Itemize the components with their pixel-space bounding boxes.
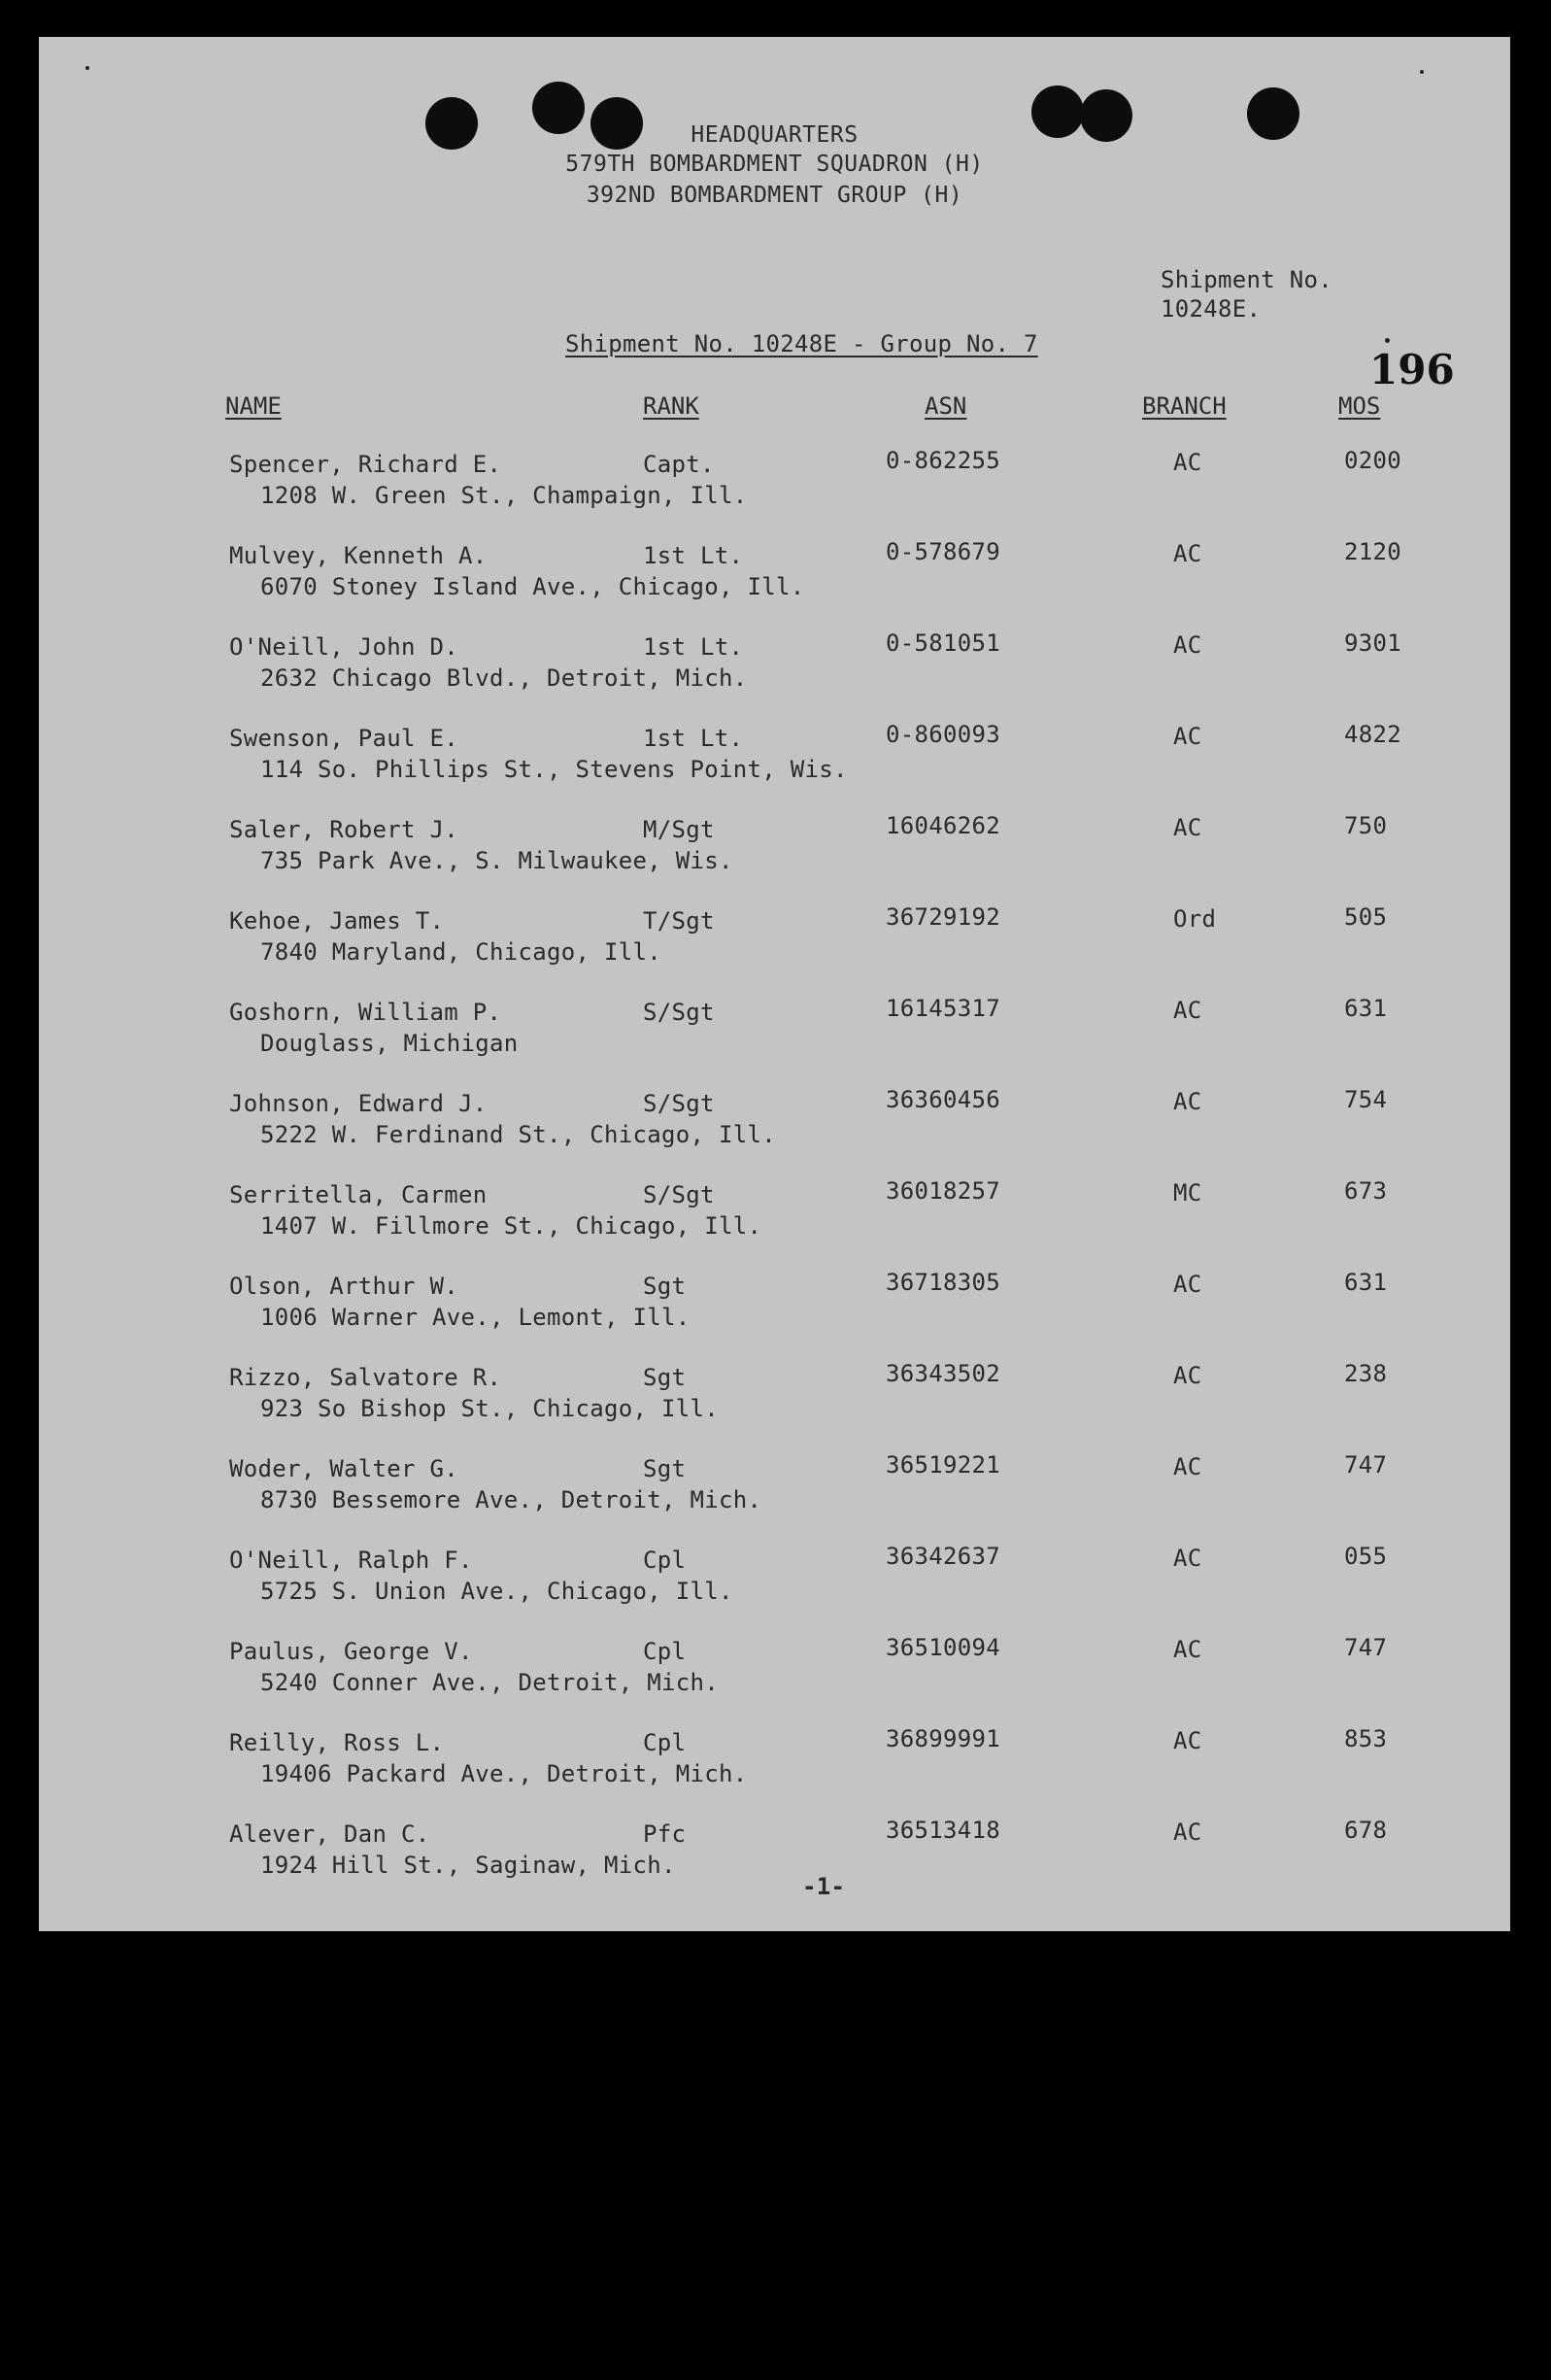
page-number: -1-	[802, 1873, 846, 1900]
entry-rank: Sgt	[643, 1364, 687, 1391]
header-line-2: 579TH BOMBARDMENT SQUADRON (H)	[565, 152, 984, 177]
personnel-entry	[39, 1543, 1510, 1624]
personnel-entry	[39, 629, 1510, 711]
entry-branch: AC	[1173, 814, 1202, 841]
entry-address: 2632 Chicago Blvd., Detroit, Mich.	[260, 664, 748, 692]
entry-address: 923 So Bishop St., Chicago, Ill.	[260, 1395, 719, 1422]
personnel-entry	[39, 1177, 1510, 1259]
entry-asn: 36360456	[886, 1086, 1000, 1113]
dust-speck	[85, 66, 89, 70]
shipment-note-line-2: 10248E.	[1161, 295, 1262, 323]
entry-rank: T/Sgt	[643, 907, 715, 935]
personnel-entry	[39, 812, 1510, 894]
entry-rank: S/Sgt	[643, 1090, 715, 1117]
entry-name: O'Neill, John D.	[229, 633, 458, 661]
personnel-entry	[39, 1269, 1510, 1350]
entry-mos: 673	[1344, 1177, 1388, 1205]
entry-mos: 9301	[1344, 629, 1401, 657]
entry-mos: 631	[1344, 995, 1388, 1022]
column-header-name: NAME	[225, 392, 282, 420]
dust-speck	[1385, 338, 1390, 343]
entry-address: 5240 Conner Ave., Detroit, Mich.	[260, 1669, 719, 1696]
header-line-3: 392ND BOMBARDMENT GROUP (H)	[586, 183, 963, 208]
entry-mos: 0200	[1344, 447, 1401, 474]
entry-mos: 750	[1344, 812, 1388, 839]
column-header-asn: ASN	[925, 392, 967, 420]
entry-branch: AC	[1173, 1819, 1202, 1846]
entry-rank: Capt.	[643, 451, 715, 478]
entry-branch: AC	[1173, 1545, 1202, 1572]
entry-name: Paulus, George V.	[229, 1638, 473, 1665]
entry-asn: 36018257	[886, 1177, 1000, 1205]
entry-rank: S/Sgt	[643, 999, 715, 1026]
personnel-entry	[39, 447, 1510, 528]
personnel-entry	[39, 1817, 1510, 1898]
column-header-mos: MOS	[1338, 392, 1381, 420]
column-header-branch: BRANCH	[1142, 392, 1227, 420]
entry-name: Spencer, Richard E.	[229, 451, 502, 478]
entry-asn: 0-581051	[886, 629, 1000, 657]
entry-address: 7840 Maryland, Chicago, Ill.	[260, 938, 661, 966]
entry-asn: 36519221	[886, 1451, 1000, 1479]
entry-address: Douglass, Michigan	[260, 1030, 519, 1057]
entry-name: Woder, Walter G.	[229, 1455, 458, 1482]
entry-asn: 36510094	[886, 1634, 1000, 1661]
entry-address: 114 So. Phillips St., Stevens Point, Wis.	[260, 756, 848, 783]
header-line-1: HEADQUARTERS	[691, 122, 859, 148]
entry-address: 5222 W. Ferdinand St., Chicago, Ill.	[260, 1121, 776, 1148]
entry-mos: 505	[1344, 903, 1388, 931]
entry-name: Swenson, Paul E.	[229, 725, 458, 752]
entry-mos: 055	[1344, 1543, 1388, 1570]
entry-asn: 36342637	[886, 1543, 1000, 1570]
entry-asn: 36718305	[886, 1269, 1000, 1296]
entry-branch: AC	[1173, 1271, 1202, 1298]
entry-mos: 4822	[1344, 721, 1401, 748]
entry-asn: 36899991	[886, 1725, 1000, 1752]
entry-address: 19406 Packard Ave., Detroit, Mich.	[260, 1760, 748, 1787]
entry-asn: 36343502	[886, 1360, 1000, 1387]
personnel-entry	[39, 1725, 1510, 1807]
dust-speck	[1420, 70, 1424, 74]
entry-name: Saler, Robert J.	[229, 816, 458, 843]
entry-mos: 238	[1344, 1360, 1388, 1387]
entry-rank: Sgt	[643, 1455, 687, 1482]
entry-rank: M/Sgt	[643, 816, 715, 843]
entry-rank: Pfc	[643, 1820, 687, 1848]
page-stamp-number: 196	[1369, 346, 1455, 393]
entry-branch: AC	[1173, 1362, 1202, 1389]
entry-rank: 1st Lt.	[643, 542, 744, 569]
document-page	[39, 37, 1510, 1931]
personnel-entry	[39, 1634, 1510, 1716]
shipment-note-line-1: Shipment No.	[1161, 266, 1332, 293]
entry-branch: AC	[1173, 1088, 1202, 1115]
entry-address: 735 Park Ave., S. Milwaukee, Wis.	[260, 847, 733, 874]
entry-name: Goshorn, William P.	[229, 999, 502, 1026]
personnel-entry	[39, 1451, 1510, 1533]
entry-name: Alever, Dan C.	[229, 1820, 430, 1848]
entry-branch: AC	[1173, 1727, 1202, 1754]
personnel-entry	[39, 538, 1510, 620]
entry-rank: Cpl	[643, 1638, 687, 1665]
entry-mos: 747	[1344, 1451, 1388, 1479]
entry-branch: AC	[1173, 1636, 1202, 1663]
entry-mos: 747	[1344, 1634, 1388, 1661]
entry-branch: AC	[1173, 1453, 1202, 1480]
entry-name: Mulvey, Kenneth A.	[229, 542, 488, 569]
entry-rank: 1st Lt.	[643, 725, 744, 752]
personnel-entry	[39, 721, 1510, 802]
entry-name: Rizzo, Salvatore R.	[229, 1364, 502, 1391]
personnel-entry	[39, 903, 1510, 985]
entry-asn: 16145317	[886, 995, 1000, 1022]
entry-mos: 2120	[1344, 538, 1401, 565]
entry-name: Johnson, Edward J.	[229, 1090, 488, 1117]
entry-address: 1006 Warner Ave., Lemont, Ill.	[260, 1304, 691, 1331]
entry-address: 6070 Stoney Island Ave., Chicago, Ill.	[260, 573, 805, 600]
entry-branch: AC	[1173, 997, 1202, 1024]
entry-address: 1407 W. Fillmore St., Chicago, Ill.	[260, 1212, 762, 1240]
entry-branch: AC	[1173, 723, 1202, 750]
entry-rank: Cpl	[643, 1547, 687, 1574]
entry-asn: 36729192	[886, 903, 1000, 931]
entry-asn: 16046262	[886, 812, 1000, 839]
entry-name: Serritella, Carmen	[229, 1181, 488, 1208]
entry-name: Kehoe, James T.	[229, 907, 445, 935]
personnel-entry	[39, 1360, 1510, 1442]
entry-address: 1924 Hill St., Saginaw, Mich.	[260, 1852, 676, 1879]
entry-branch: MC	[1173, 1179, 1202, 1207]
entry-address: 5725 S. Union Ave., Chicago, Ill.	[260, 1578, 733, 1605]
entry-branch: Ord	[1173, 905, 1217, 933]
entry-branch: AC	[1173, 449, 1202, 476]
entry-asn: 36513418	[886, 1817, 1000, 1844]
entry-mos: 678	[1344, 1817, 1388, 1844]
entry-name: Reilly, Ross L.	[229, 1729, 445, 1756]
entry-name: O'Neill, Ralph F.	[229, 1547, 473, 1574]
entry-branch: AC	[1173, 540, 1202, 567]
personnel-entry	[39, 995, 1510, 1076]
column-header-rank: RANK	[643, 392, 699, 420]
entry-mos: 631	[1344, 1269, 1388, 1296]
entry-rank: S/Sgt	[643, 1181, 715, 1208]
document-title: Shipment No. 10248E - Group No. 7	[565, 330, 1038, 357]
personnel-entry	[39, 1086, 1510, 1168]
entry-name: Olson, Arthur W.	[229, 1273, 458, 1300]
entry-rank: Sgt	[643, 1273, 687, 1300]
entry-address: 1208 W. Green St., Champaign, Ill.	[260, 482, 748, 509]
entry-branch: AC	[1173, 631, 1202, 659]
entry-address: 8730 Bessemore Ave., Detroit, Mich.	[260, 1486, 762, 1513]
entry-mos: 853	[1344, 1725, 1388, 1752]
entry-rank: 1st Lt.	[643, 633, 744, 661]
entry-mos: 754	[1344, 1086, 1388, 1113]
entry-rank: Cpl	[643, 1729, 687, 1756]
entry-asn: 0-578679	[886, 538, 1000, 565]
entry-asn: 0-860093	[886, 721, 1000, 748]
entry-asn: 0-862255	[886, 447, 1000, 474]
